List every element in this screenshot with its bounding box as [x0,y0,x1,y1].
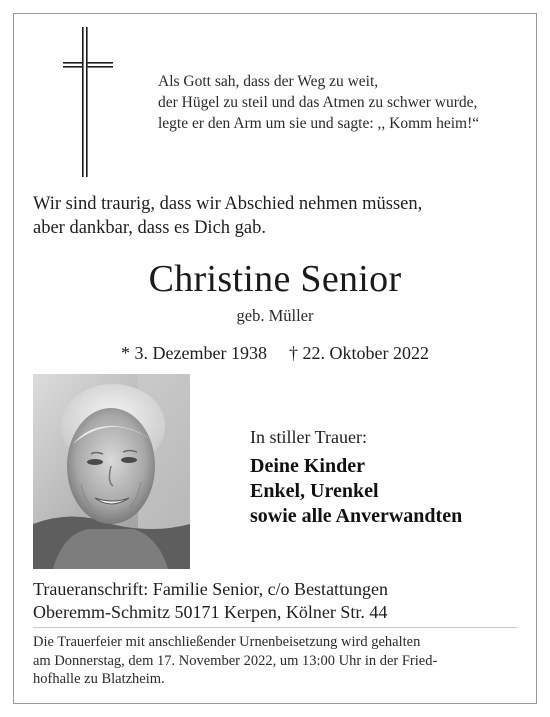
intro-line: Wir sind traurig, dass wir Abschied nehmen müssen, [33,194,423,214]
funeral-line: hofhalle zu Blatzheim. [33,671,165,687]
intro-text [33,192,523,240]
death-date: † 22. Oktober 2022 [288,343,429,363]
poem-line: Als Gott sah, dass der Weg zu weit, [158,73,379,90]
poem-line: der Hügel zu steil und das Atmen zu schwer wurde, [158,94,478,111]
mourning-label: In stiller Trauer: [250,427,367,447]
maiden-name: geb. Müller [236,306,314,325]
portrait-photo [33,374,190,569]
mourning-address [33,578,533,624]
mourners-list [250,454,462,529]
funeral-info [33,633,533,689]
address-line: Traueranschrift: Familie Senior, c/o Bestattungen [33,579,389,599]
birth-date: * 3. Dezember 1938 [121,343,267,363]
deceased-name: Christine Senior [148,258,402,300]
divider [33,627,517,628]
poem [158,71,528,134]
mourner-line: Enkel, Urenkel [250,480,379,502]
cross-icon [63,27,113,177]
life-dates [0,341,550,365]
mourner-line: Deine Kinder [250,455,365,477]
funeral-line: am Donnerstag, dem 17. November 2022, um 13:00 Uhr in der Fried- [33,652,438,669]
mourner-line: sowie alle Anverwandten [250,505,463,527]
address-line: Oberemm-Schmitz 50171 Kerpen, Kölner Str. 44 [33,602,388,622]
funeral-line: Die Trauerfeier mit anschließender Urnenbeisetzung wird gehalten [33,634,421,650]
intro-line: aber dankbar, dass es Dich gab. [33,218,266,238]
poem-line: legte er den Arm um sie und sagte: ,, Komm heim!“ [158,115,480,132]
